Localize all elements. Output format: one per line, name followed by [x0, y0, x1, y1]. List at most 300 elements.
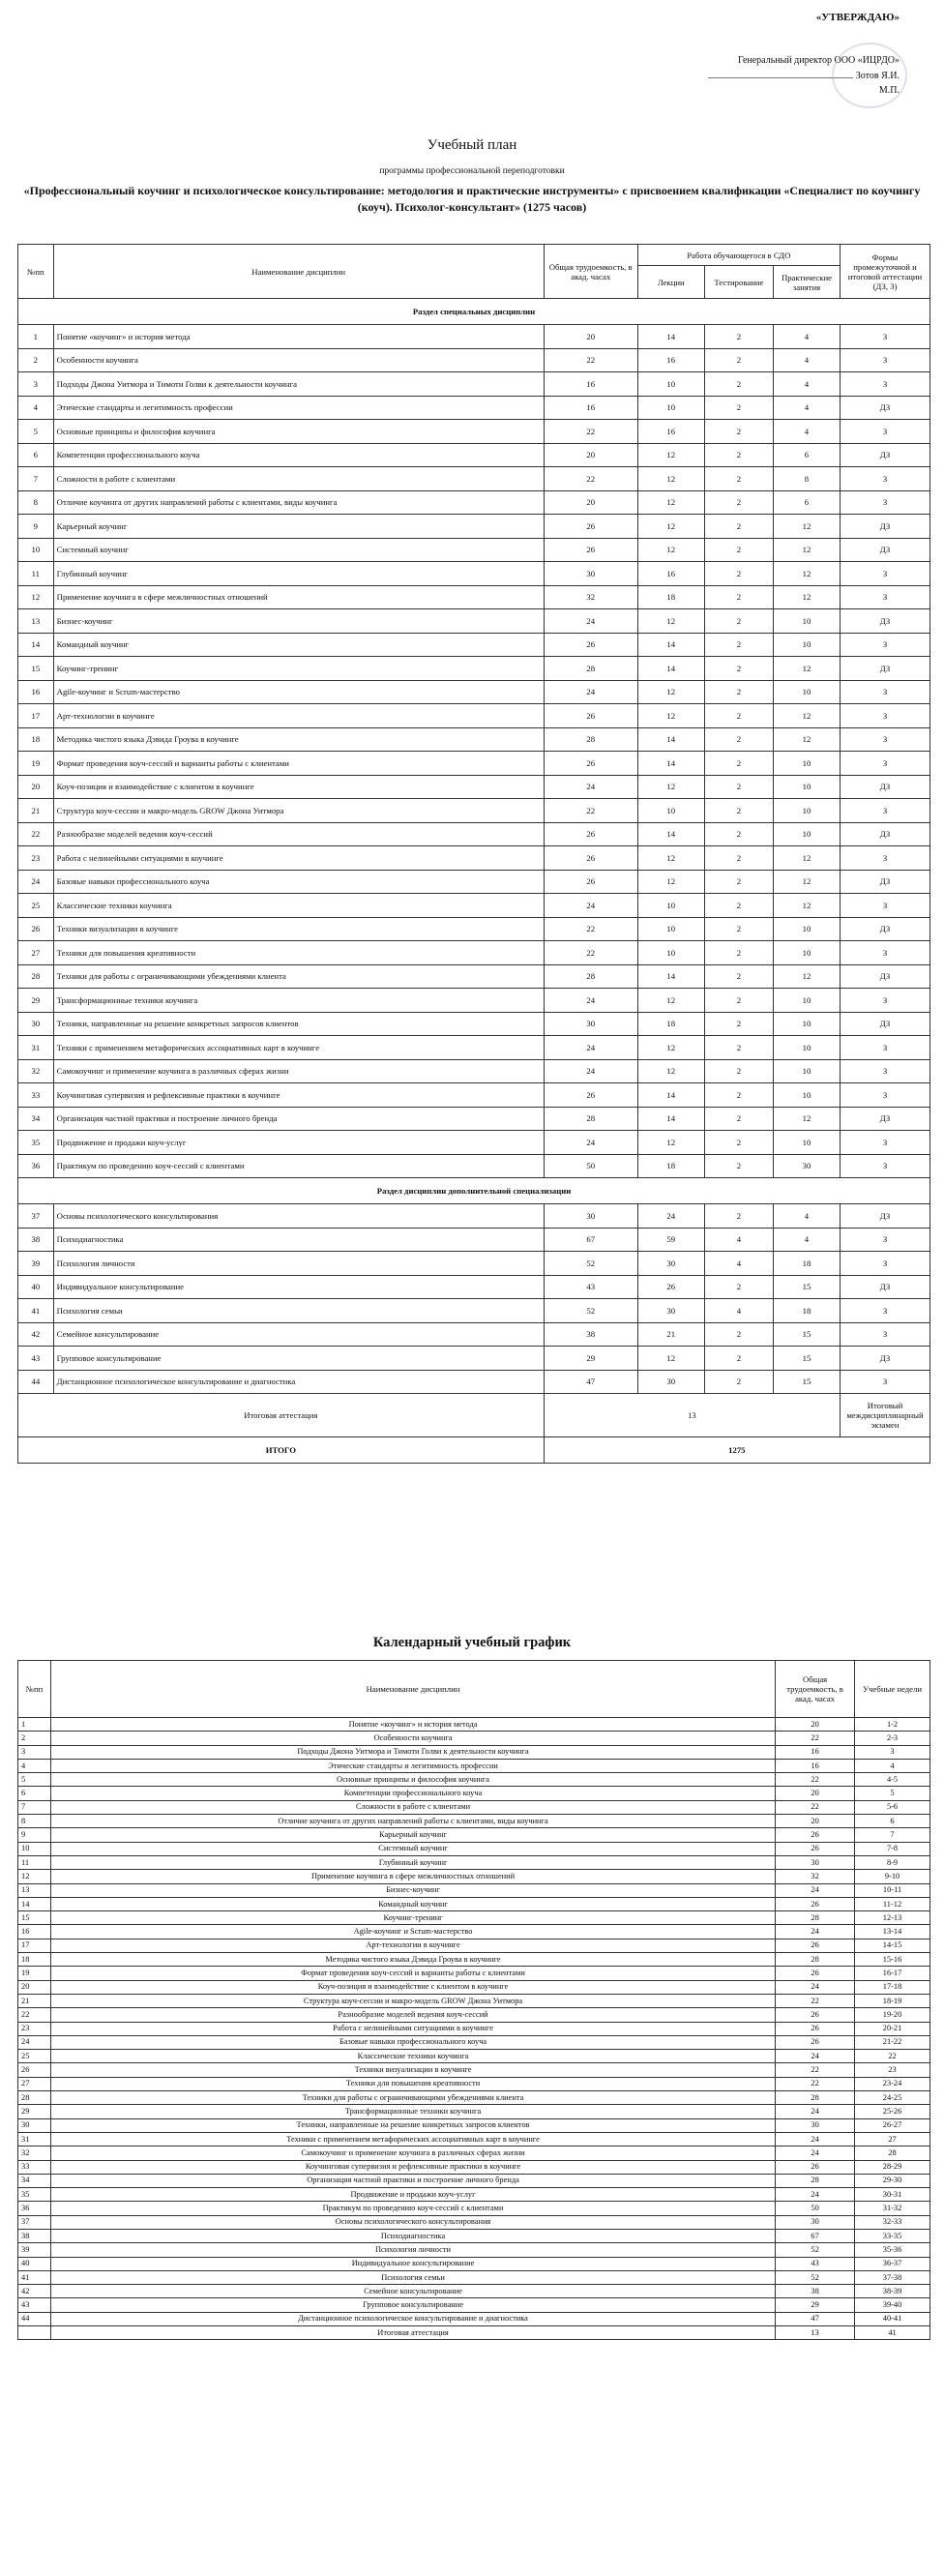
cell-num: 36: [18, 1154, 54, 1178]
cell-practice: 10: [773, 1059, 840, 1083]
cell-weeks: 28-29: [855, 2160, 930, 2174]
cell-discipline: Техники, направленные на решение конкретных запросов клиентов: [53, 1012, 544, 1036]
cell-num: 42: [18, 2285, 51, 2298]
cell-weeks: 16-17: [855, 1967, 930, 1980]
cell-total: 26: [544, 752, 637, 776]
table-row: [18, 2132, 930, 2146]
plan-title: Учебный план: [427, 137, 517, 153]
cell-discipline: Особенности коучинга: [53, 348, 544, 372]
cell-total: 26: [544, 822, 637, 846]
cell-lectures: 14: [637, 633, 704, 657]
cell-total: 24: [776, 1883, 855, 1897]
table-row: [18, 1718, 930, 1732]
cell-weeks: 36-37: [855, 2257, 930, 2270]
cell-discipline: Продвижение и продажи коуч-услуг: [50, 2188, 775, 2202]
cell-discipline: Разнообразие моделей ведения коуч-сессий: [53, 822, 544, 846]
table-row: [18, 348, 930, 372]
cell-num: 44: [18, 1370, 54, 1394]
cell-testing: 2: [704, 822, 773, 846]
section-special: Раздел специальных дисциплин: [18, 299, 930, 325]
cell-lectures: 12: [637, 870, 704, 894]
cell-discipline: Системный коучинг: [53, 538, 544, 562]
cell-discipline: Глубинный коучинг: [53, 562, 544, 586]
cell-total: 29: [544, 1347, 637, 1371]
cell-practice: 12: [773, 657, 840, 681]
cell-num: 35: [18, 1131, 54, 1155]
cell-num: 23: [18, 2022, 51, 2035]
cell-form: ДЗ: [840, 1204, 929, 1229]
table-row: [18, 1925, 930, 1939]
table-row: [18, 1347, 930, 1371]
col-work: Работа обучающегося в СДО: [637, 245, 840, 266]
cell-form: З: [840, 752, 929, 776]
cell-discipline: Групповое консультирование: [53, 1347, 544, 1371]
cell-testing: 2: [704, 775, 773, 799]
cell-lectures: 12: [637, 1036, 704, 1060]
table-row: [18, 1370, 930, 1394]
cell-discipline: Структура коуч-сессии и макро-модель GROW Джона Уитмора: [53, 799, 544, 823]
cell-practice: 10: [773, 941, 840, 965]
cell-discipline: Этические стандарты и легитимность профессии: [53, 396, 544, 420]
cell-num: 4: [18, 396, 54, 420]
cell-testing: 2: [704, 964, 773, 989]
cell-practice: 10: [773, 609, 840, 634]
cell-num: 39: [18, 2243, 51, 2257]
cell-lectures: 26: [637, 1275, 704, 1299]
cell-num: 16: [18, 1925, 51, 1939]
cell-discipline: Продвижение и продажи коуч-услуг: [53, 1131, 544, 1155]
cell-total: 28: [544, 727, 637, 752]
table-row: [18, 585, 930, 609]
cell-testing: 2: [704, 1347, 773, 1371]
cell-num: 13: [18, 1883, 51, 1897]
cell-discipline: Работа с нелинейными ситуациями в коучинге: [53, 846, 544, 871]
cell-lectures: 12: [637, 443, 704, 467]
cell-form: З: [840, 941, 929, 965]
cal-col-total: Общая трудоемкость, в акад. часах: [776, 1661, 855, 1718]
cell-total: 24: [776, 2105, 855, 2118]
cell-weeks: 37-38: [855, 2270, 930, 2284]
cell-discipline: Глубинный коучинг: [50, 1855, 775, 1869]
cell-lectures: 12: [637, 775, 704, 799]
col-forms: Формы промежуточной и итоговой аттестации (ДЗ, З): [840, 245, 929, 299]
cell-testing: 2: [704, 1012, 773, 1036]
cell-num: 28: [18, 2091, 51, 2105]
cell-total: 16: [776, 1745, 855, 1759]
cell-weeks: 24-25: [855, 2091, 930, 2105]
cell-total: 30: [544, 1204, 637, 1229]
cell-lectures: 24: [637, 1204, 704, 1229]
cell-num: 29: [18, 989, 54, 1013]
cell-form: З: [840, 1299, 929, 1323]
cell-form: З: [840, 846, 929, 871]
cell-weeks: 29-30: [855, 2174, 930, 2187]
cell-discipline: Сложности в работе с клиентами: [50, 1800, 775, 1814]
cell-lectures: 14: [637, 822, 704, 846]
cell-practice: 10: [773, 775, 840, 799]
cell-num: 42: [18, 1322, 54, 1347]
table-row: [18, 1980, 930, 1994]
cell-lectures: 14: [637, 657, 704, 681]
cell-discipline: Практикум по проведению коуч-сессий с клиентами: [53, 1154, 544, 1178]
cell-testing: 2: [704, 894, 773, 918]
cell-num: 6: [18, 443, 54, 467]
cell-total: 50: [776, 2202, 855, 2215]
cell-discipline: Коучинг-тренинг: [50, 1911, 775, 1925]
table-row: [18, 1275, 930, 1299]
cell-lectures: 12: [637, 1347, 704, 1371]
table-row: [18, 1787, 930, 1800]
table-row: [18, 2312, 930, 2325]
cell-practice: 12: [773, 870, 840, 894]
cell-practice: 10: [773, 989, 840, 1013]
table-row: [18, 2091, 930, 2105]
cell-practice: 10: [773, 1131, 840, 1155]
cell-total: 26: [776, 1967, 855, 1980]
cell-discipline: Компетенции профессионального коуча: [50, 1787, 775, 1800]
cell-total: 47: [544, 1370, 637, 1394]
cell-practice: 10: [773, 1012, 840, 1036]
cell-total: 30: [776, 2215, 855, 2229]
cell-practice: 6: [773, 490, 840, 515]
cell-testing: 2: [704, 1059, 773, 1083]
seal-stamp-image: [832, 43, 907, 108]
table-row: [18, 1299, 930, 1323]
cell-practice: 12: [773, 538, 840, 562]
table-row: [18, 1745, 930, 1759]
table-row: [18, 396, 930, 420]
cell-num: 34: [18, 2174, 51, 2187]
cell-form: ДЗ: [840, 443, 929, 467]
cell-lectures: 10: [637, 396, 704, 420]
cell-num: 7: [18, 1800, 51, 1814]
total-hours: 1275: [544, 1437, 929, 1464]
col-name: Наименование дисциплин: [53, 245, 544, 299]
cell-discipline: Арт-технологии в коучинге: [50, 1939, 775, 1952]
cell-practice: 12: [773, 562, 840, 586]
cell-discipline: Самокоучинг и применение коучинга в различных сферах жизни: [53, 1059, 544, 1083]
table-row: [18, 2050, 930, 2063]
cell-total: 16: [544, 396, 637, 420]
cell-lectures: 30: [637, 1299, 704, 1323]
cell-testing: 2: [704, 538, 773, 562]
cell-form: ДЗ: [840, 822, 929, 846]
table-row: [18, 704, 930, 728]
cell-testing: 2: [704, 704, 773, 728]
cell-total: 22: [776, 2077, 855, 2090]
cell-practice: 12: [773, 704, 840, 728]
cell-total: 29: [776, 2298, 855, 2312]
curriculum-table: [17, 244, 930, 1464]
cell-total: 24: [544, 609, 637, 634]
cell-num: 30: [18, 2118, 51, 2132]
cell-lectures: 12: [637, 467, 704, 491]
cell-total: 30: [776, 2118, 855, 2132]
table-row: [18, 1842, 930, 1855]
cell-testing: 2: [704, 727, 773, 752]
cell-num: 36: [18, 2202, 51, 2215]
cell-total: 26: [544, 846, 637, 871]
cell-discipline: Психология личности: [50, 2243, 775, 2257]
cell-practice: 6: [773, 443, 840, 467]
cell-num: 19: [18, 1967, 51, 1980]
cell-total: 22: [776, 1994, 855, 2007]
cell-total: 28: [776, 2174, 855, 2187]
cell-testing: 2: [704, 799, 773, 823]
cell-discipline: Командный коучинг: [53, 633, 544, 657]
cell-practice: 12: [773, 515, 840, 539]
cell-total: 24: [776, 1925, 855, 1939]
table-row: [18, 2147, 930, 2160]
cell-num: 41: [18, 2270, 51, 2284]
cell-practice: 12: [773, 846, 840, 871]
cell-testing: 2: [704, 917, 773, 941]
total-label: ИТОГО: [18, 1437, 545, 1464]
cell-discipline: Бизнес-коучинг: [50, 1883, 775, 1897]
cell-discipline: Структура коуч-сессии и макро-модель GROW Джона Уитмора: [50, 1994, 775, 2007]
cell-num: [18, 2326, 51, 2340]
cell-weeks: 1-2: [855, 1718, 930, 1732]
cell-total: 24: [544, 989, 637, 1013]
cell-discipline: Техники с применением метафорических ассоциативных карт в коучинге: [50, 2132, 775, 2146]
cell-weeks: 22: [855, 2050, 930, 2063]
cell-lectures: 16: [637, 348, 704, 372]
cell-num: 43: [18, 2298, 51, 2312]
cell-num: 27: [18, 2077, 51, 2090]
cell-testing: 2: [704, 657, 773, 681]
cell-num: 32: [18, 1059, 54, 1083]
table-row: [18, 2326, 930, 2340]
cell-weeks: 17-18: [855, 1980, 930, 1994]
cell-num: 44: [18, 2312, 51, 2325]
cell-num: 29: [18, 2105, 51, 2118]
cell-total: 28: [776, 1953, 855, 1967]
cell-testing: 2: [704, 989, 773, 1013]
table-row: [18, 1815, 930, 1828]
table-row: [18, 1252, 930, 1276]
cal-col-name: Наименование дисциплин: [50, 1661, 775, 1718]
cell-num: 3: [18, 1745, 51, 1759]
table-row: [18, 775, 930, 799]
cell-form: ДЗ: [840, 515, 929, 539]
cell-discipline: Техники визуализации в коучинге: [53, 917, 544, 941]
cell-discipline: Методика чистого языка Дэвида Гроува в коучинге: [53, 727, 544, 752]
cell-num: 9: [18, 515, 54, 539]
cell-practice: 12: [773, 894, 840, 918]
cell-testing: 2: [704, 1036, 773, 1060]
cell-testing: 2: [704, 562, 773, 586]
cell-lectures: 14: [637, 1083, 704, 1108]
cell-discipline: Техники для повышения креативности: [53, 941, 544, 965]
cell-total: 26: [776, 1939, 855, 1952]
table-row: [18, 562, 930, 586]
cell-discipline: Индивидуальное консультирование: [50, 2257, 775, 2270]
cell-form: ДЗ: [840, 396, 929, 420]
cell-lectures: 12: [637, 1131, 704, 1155]
cell-num: 3: [18, 372, 54, 397]
cell-testing: 4: [704, 1252, 773, 1276]
cell-total: 43: [776, 2257, 855, 2270]
cell-total: 43: [544, 1275, 637, 1299]
cell-num: 10: [18, 538, 54, 562]
cell-total: 24: [544, 1036, 637, 1060]
cell-weeks: 33-35: [855, 2229, 930, 2242]
cell-total: 52: [776, 2243, 855, 2257]
cell-num: 5: [18, 420, 54, 444]
cell-discipline: Основные принципы и философия коучинга: [53, 420, 544, 444]
cell-discipline: Итоговая аттестация: [50, 2326, 775, 2340]
cell-weeks: 18-19: [855, 1994, 930, 2007]
cell-num: 33: [18, 2160, 51, 2174]
cell-total: 67: [544, 1228, 637, 1252]
cell-lectures: 12: [637, 609, 704, 634]
cell-discipline: Психология личности: [53, 1252, 544, 1276]
cell-lectures: 10: [637, 941, 704, 965]
cell-discipline: Формат проведения коуч-сессий и варианты работы с клиентами: [50, 1967, 775, 1980]
cell-lectures: 14: [637, 727, 704, 752]
cell-weeks: 40-41: [855, 2312, 930, 2325]
cell-practice: 4: [773, 420, 840, 444]
table-row: [18, 752, 930, 776]
cell-num: 35: [18, 2188, 51, 2202]
cell-num: 18: [18, 1953, 51, 1967]
cell-discipline: Работа с нелинейными ситуациями в коучинге: [50, 2022, 775, 2035]
cell-discipline: Agile-коучинг и Scrum-мастерство: [53, 680, 544, 704]
cell-discipline: Техники для работы с ограничивающими убеждениями клиента: [53, 964, 544, 989]
cal-col-num: №пп: [18, 1661, 51, 1718]
cell-testing: 2: [704, 348, 773, 372]
cell-discipline: Классические техники коучинга: [50, 2050, 775, 2063]
cell-num: 31: [18, 2132, 51, 2146]
cell-discipline: Семейное консультирование: [53, 1322, 544, 1347]
cell-testing: 2: [704, 325, 773, 349]
table-row: [18, 1800, 930, 1814]
cell-num: 26: [18, 2063, 51, 2077]
cell-total: 26: [776, 1828, 855, 1842]
cell-weeks: 11-12: [855, 1897, 930, 1910]
cell-weeks: 4: [855, 1759, 930, 1772]
cell-practice: 10: [773, 1083, 840, 1108]
cell-total: 28: [544, 964, 637, 989]
approval-title: «УТВЕРЖДАЮ»: [815, 12, 900, 23]
calendar-title: Календарный учебный график: [372, 1635, 572, 1650]
cell-discipline: Семейное консультирование: [50, 2285, 775, 2298]
table-row: [18, 2257, 930, 2270]
table-row: [18, 822, 930, 846]
table-row: [18, 917, 930, 941]
cell-discipline: Арт-технологии в коучинге: [53, 704, 544, 728]
cell-practice: 4: [773, 372, 840, 397]
cell-testing: 2: [704, 585, 773, 609]
cell-form: ДЗ: [840, 917, 929, 941]
cell-testing: 2: [704, 1131, 773, 1155]
final-attestation-label: Итоговая аттестация: [18, 1394, 545, 1437]
cell-discipline: Трансформационные техники коучинга: [53, 989, 544, 1013]
cell-num: 9: [18, 1828, 51, 1842]
cell-weeks: 15-16: [855, 1953, 930, 1967]
cell-weeks: 23: [855, 2063, 930, 2077]
cell-lectures: 18: [637, 585, 704, 609]
table-row: [18, 2022, 930, 2035]
cell-form: З: [840, 704, 929, 728]
table-row: [18, 467, 930, 491]
cell-lectures: 12: [637, 538, 704, 562]
cell-discipline: Этические стандарты и легитимность профессии: [50, 1759, 775, 1772]
cell-testing: 2: [704, 1370, 773, 1394]
cell-total: 32: [776, 1870, 855, 1883]
cell-discipline: Применение коучинга в сфере межличностных отношений: [53, 585, 544, 609]
cell-num: 16: [18, 680, 54, 704]
cell-num: 15: [18, 1911, 51, 1925]
cell-practice: 4: [773, 325, 840, 349]
cell-total: 24: [544, 894, 637, 918]
cell-num: 26: [18, 917, 54, 941]
cell-num: 2: [18, 1732, 51, 1745]
cell-total: 26: [544, 870, 637, 894]
cell-weeks: 8-9: [855, 1855, 930, 1869]
cell-num: 38: [18, 1228, 54, 1252]
cell-weeks: 3: [855, 1745, 930, 1759]
cell-discipline: Трансформационные техники коучинга: [50, 2105, 775, 2118]
cell-num: 20: [18, 775, 54, 799]
cell-weeks: 7: [855, 1828, 930, 1842]
cell-total: 22: [776, 2063, 855, 2077]
cell-form: З: [840, 1322, 929, 1347]
cell-weeks: 5: [855, 1787, 930, 1800]
cell-form: ДЗ: [840, 1347, 929, 1371]
cell-practice: 30: [773, 1154, 840, 1178]
cell-weeks: 12-13: [855, 1911, 930, 1925]
cell-discipline: Дистанционное психологическое консультирование и диагностика: [50, 2312, 775, 2325]
cell-practice: 15: [773, 1370, 840, 1394]
cell-num: 13: [18, 609, 54, 634]
cell-discipline: Психодиагностика: [53, 1228, 544, 1252]
cell-weeks: 21-22: [855, 2035, 930, 2049]
cell-num: 10: [18, 1842, 51, 1855]
cell-testing: 2: [704, 420, 773, 444]
cell-total: 26: [544, 538, 637, 562]
cell-practice: 12: [773, 1107, 840, 1131]
table-row: [18, 2188, 930, 2202]
cell-lectures: 12: [637, 680, 704, 704]
cell-total: 22: [544, 420, 637, 444]
cell-lectures: 12: [637, 1059, 704, 1083]
cell-weeks: 31-32: [855, 2202, 930, 2215]
final-attestation-form: Итоговый междисциплинарный экзамен: [840, 1394, 929, 1437]
cell-form: З: [840, 325, 929, 349]
cell-lectures: 14: [637, 325, 704, 349]
cell-discipline: Дистанционное психологическое консультирование и диагностика: [53, 1370, 544, 1394]
cell-form: З: [840, 989, 929, 1013]
cell-form: ДЗ: [840, 657, 929, 681]
cell-num: 32: [18, 2147, 51, 2160]
cell-discipline: Психология семьи: [50, 2270, 775, 2284]
cell-total: 52: [544, 1299, 637, 1323]
table-row: [18, 538, 930, 562]
cell-weeks: 26-27: [855, 2118, 930, 2132]
cell-practice: 12: [773, 727, 840, 752]
cell-discipline: Подходы Джона Уитмора и Тимоти Голви к деятельности коучинга: [53, 372, 544, 397]
table-row: [18, 727, 930, 752]
cell-form: З: [840, 1083, 929, 1108]
cell-total: 28: [776, 2091, 855, 2105]
cell-discipline: Групповое консультирование: [50, 2298, 775, 2312]
table-row: [18, 2285, 930, 2298]
cell-total: 16: [544, 372, 637, 397]
cell-total: 24: [776, 1980, 855, 1994]
cell-testing: 4: [704, 1228, 773, 1252]
cell-total: 26: [544, 515, 637, 539]
